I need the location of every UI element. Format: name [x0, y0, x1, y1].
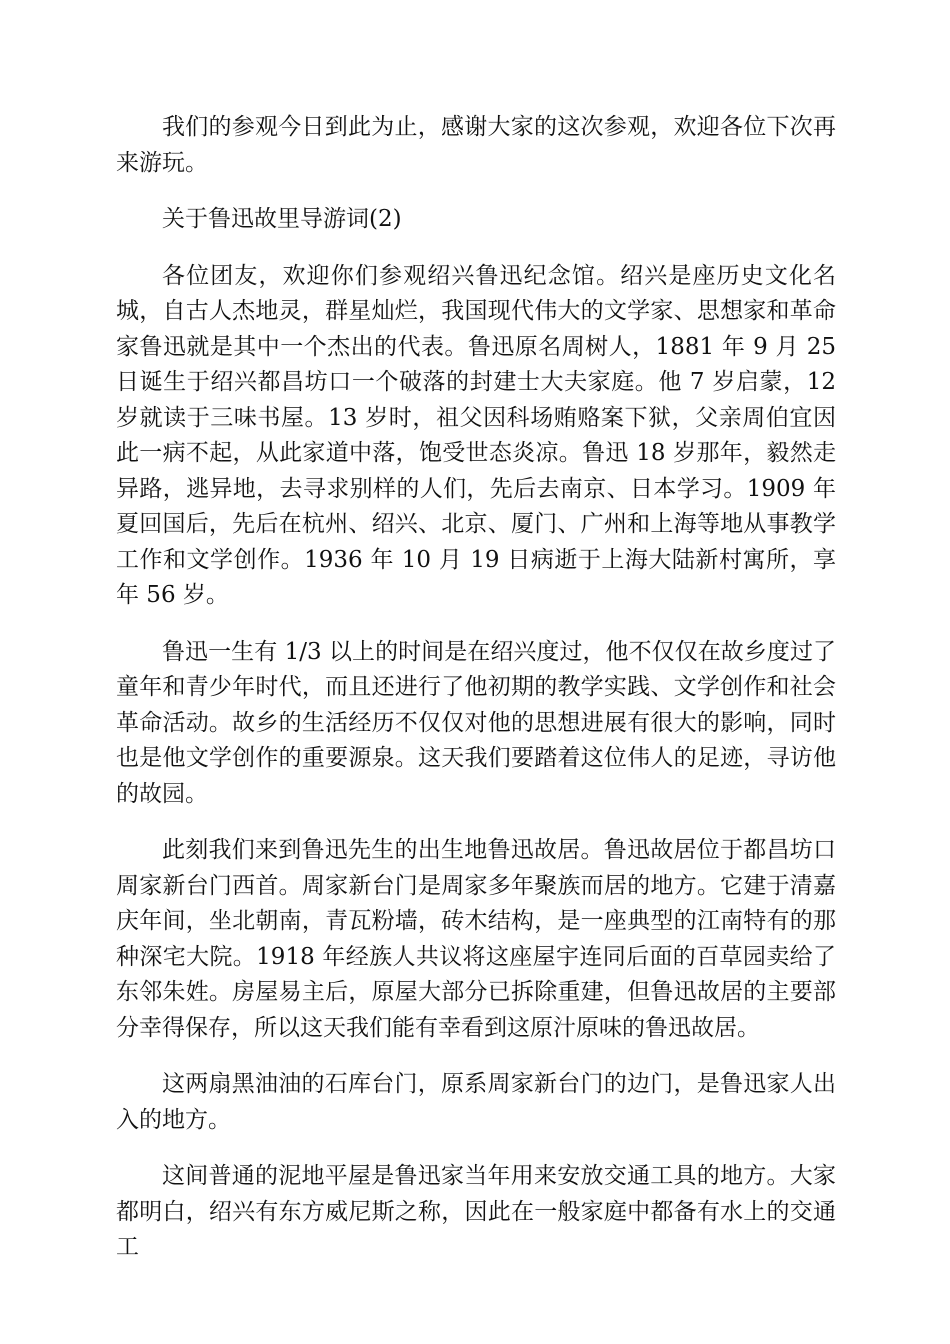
paragraph-stone-gate: 这两扇黑油油的石库台门，原系周家新台门的边门，是鲁迅家人出入的地方。	[116, 1071, 836, 1133]
section-heading: 关于鲁迅故里导游词(2)	[162, 206, 402, 232]
paragraph-closing-remarks: 我们的参观今日到此为止，感谢大家的这次参观，欢迎各位下次再来游玩。	[116, 114, 836, 176]
paragraph-former-residence: 此刻我们来到鲁迅先生的出生地鲁迅故居。鲁迅故居位于都昌坊口周家新台门西首。周家新台门是周家多年聚族而居的地方。它建于清嘉庆年间，坐北朝南，青瓦粉墙，砖木结构，是一座典型的江南特有的那种深宅大院。1918 年经族人共议将这座屋宇连同后面的百草园卖给了东邻朱姓。房屋易主后，原屋大部分已拆除重建，但鲁迅故居的主要部分幸得保存，所以这天我们能有幸看到这原汁原味的鲁迅故居。	[116, 837, 836, 1041]
document-body	[116, 110, 836, 1287]
paragraph-boat-house: 这间普通的泥地平屋是鲁迅家当年用来安放交通工具的地方。大家都明白，绍兴有东方威尼斯之称，因此在一般家庭中都备有水上的交通工	[116, 1163, 836, 1260]
paragraph-introduction: 各位团友，欢迎你们参观绍兴鲁迅纪念馆。绍兴是座历史文化名城，自古人杰地灵，群星灿烂，我国现代伟大的文学家、思想家和革命家鲁迅就是其中一个杰出的代表。鲁迅原名周树人，1881 年 9 月 25 日诞生于绍兴都昌坊口一个破落的封建士大夫家庭。他 7 岁启蒙，12 岁就读于三味书屋。13 岁时，祖父因科场贿赂案下狱，父亲周伯宜因此一病不起，从此家道中落，饱受世态炎凉。鲁迅 18 岁那年，毅然走异路，逃异地，去寻求别样的人们，先后去南京、日本学习。1909 年夏回国后，先后在杭州、绍兴、北京、厦门、广州和上海等地从事教学工作和文学创作。1936 年 10 月 19 日病逝于上海大陆新村寓所，享年 56 岁。	[116, 262, 836, 608]
paragraph-shaoxing-years: 鲁迅一生有 1/3 以上的时间是在绍兴度过，他不仅仅在故乡度过了童年和青少年时代，而且还进行了他初期的教学实践、文学创作和社会革命活动。故乡的生活经历不仅仅对他的思想进展有很大的影响，同时也是他文学创作的重要源泉。这天我们要踏着这位伟人的足迹，寻访他的故园。	[116, 638, 836, 807]
